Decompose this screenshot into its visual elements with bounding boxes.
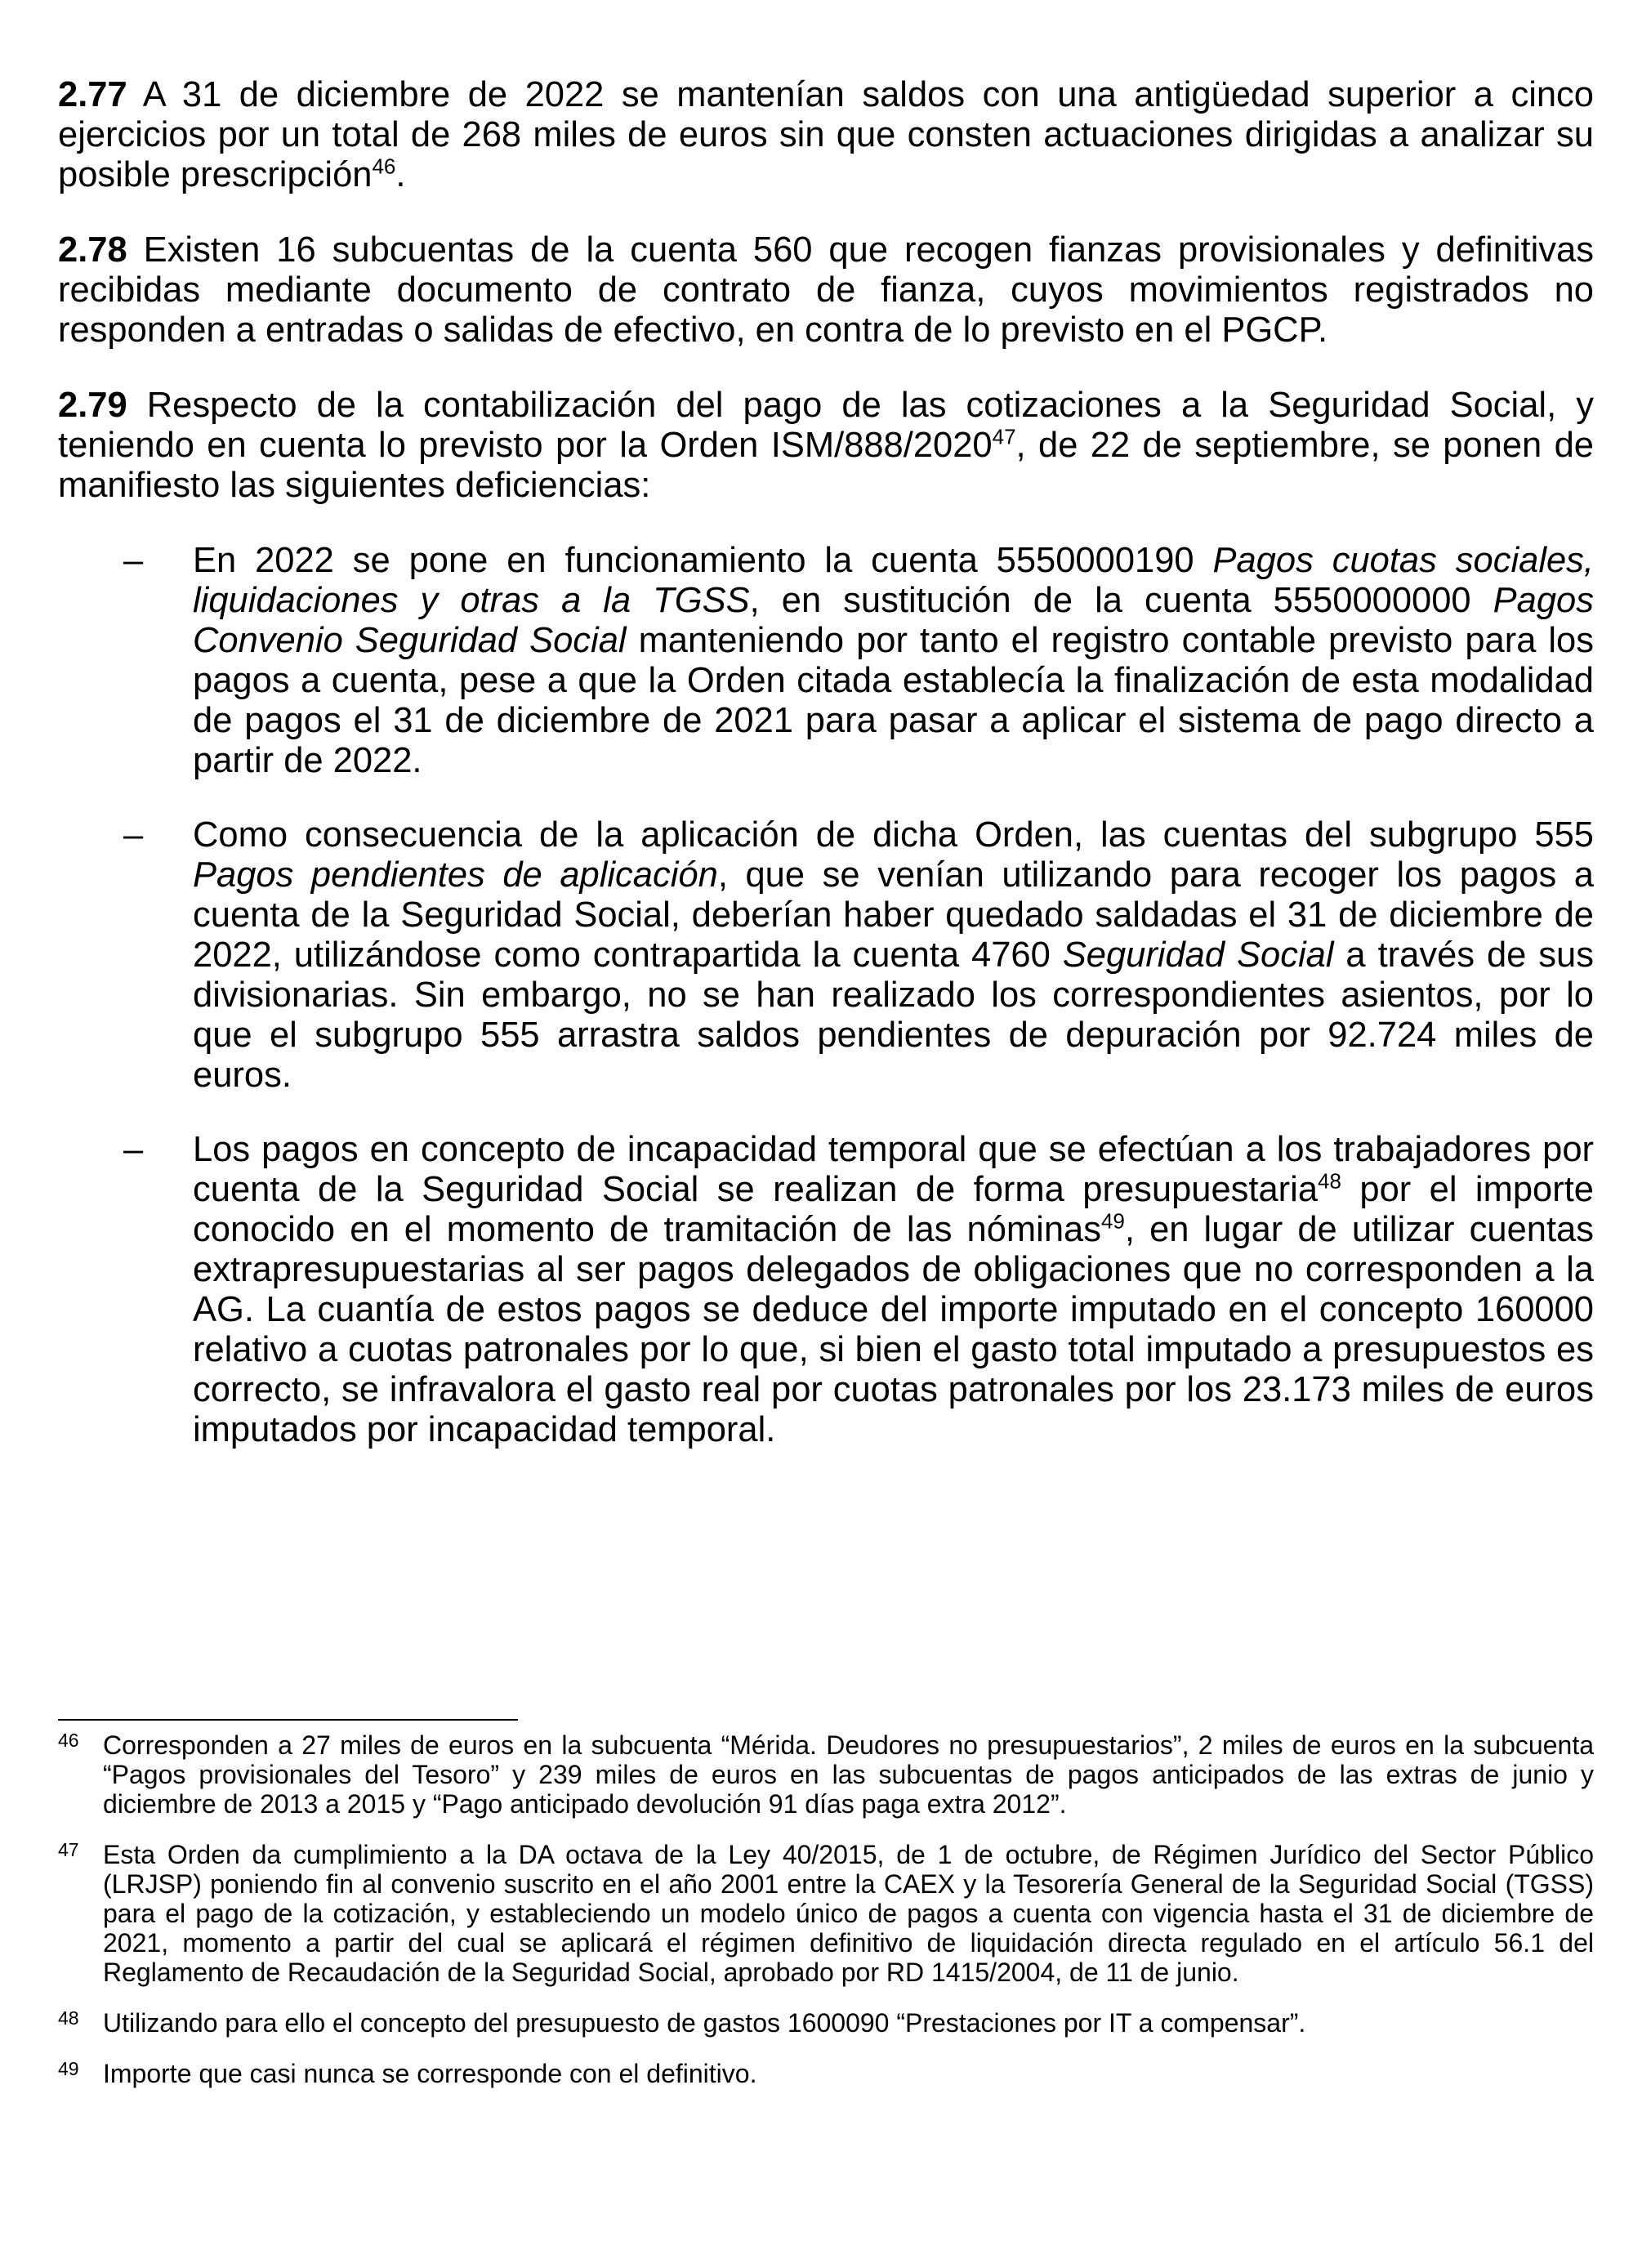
list-item xyxy=(58,541,1594,781)
footnote-ref-48[interactable]: 48 xyxy=(1318,1168,1341,1194)
footnote-number: 46 xyxy=(58,1730,79,1751)
deficiency-list xyxy=(58,541,1594,1450)
bullet-text: Los pagos en concepto de incapacidad temporal que se efectúan a los trabajadores por cuenta de la Seguridad Social se realizan de forma presupuestaria xyxy=(193,1130,1594,1209)
footnote-49 xyxy=(58,2059,1594,2088)
account-name: Pagos cuotas sociales, liquidaciones y otras a la TGSS xyxy=(193,541,1595,620)
footnote-number: 49 xyxy=(58,2058,79,2079)
footnote-ref-49[interactable]: 49 xyxy=(1100,1208,1125,1234)
dash-bullet-icon: – xyxy=(123,815,144,855)
paragraph-text: Existen 16 subcuentas de la cuenta 560 que recogen fianzas provisionales y definitivas recibidas mediante documento de contrato de fianza, cuyos movimientos registrados no responden a entradas o salidas de efectivo, en contra de lo previsto en el PGCP. xyxy=(58,230,1594,350)
paragraph-text-end: . xyxy=(395,155,406,194)
bullet-text: , en sustitución de la cuenta 5550000000 xyxy=(749,581,1493,620)
footnote-text: Utilizando para ello el concepto del presupuesto de gastos 1600090 “Prestaciones por IT a compensar”. xyxy=(103,2008,1306,2038)
paragraph-2-77 xyxy=(58,75,1594,195)
paragraph-2-79 xyxy=(58,386,1594,506)
footnote-text: Importe que casi nunca se corresponde con el definitivo. xyxy=(103,2059,757,2088)
paragraph-number: 2.77 xyxy=(58,75,127,114)
paragraph-number: 2.79 xyxy=(58,386,127,425)
dash-bullet-icon: – xyxy=(123,541,144,580)
footnote-ref-47[interactable]: 47 xyxy=(992,424,1016,449)
list-item xyxy=(58,815,1594,1096)
footnotes-section xyxy=(58,1719,1594,2110)
document-body xyxy=(58,75,1594,1484)
footnote-number: 47 xyxy=(58,1839,79,1860)
bullet-text: En 2022 se pone en funcionamiento la cuenta 5550000190 xyxy=(193,541,1213,580)
bullet-text: , que se venían utilizando para recoger los pagos a cuenta de la Seguridad Social, deberían haber quedado saldadas el 31 de diciembre de 2022, utilizándose como contrapartida la cuenta 4760 xyxy=(193,855,1594,975)
account-name: Pagos Convenio Seguridad Social xyxy=(193,581,1594,660)
bullet-text: por el importe conocido en el momento de tramitación de las nóminas xyxy=(193,1170,1594,1249)
bullet-text: manteniendo por tanto el registro contable previsto para los pagos a cuenta, pese a que la Orden citada establecía la finalización de esta modalidad de pagos el 31 de diciembre de 2021 para pasar a aplicar el sistema de pago directo a partir de 2022. xyxy=(193,621,1594,780)
account-name: Seguridad Social xyxy=(1062,935,1334,975)
paragraph-text: Respecto de la contabilización del pago de las cotizaciones a la Seguridad Social, y teniendo en cuenta lo previsto por la Orden ISM/888/2020 xyxy=(58,386,1594,465)
paragraph-text: A 31 de diciembre de 2022 se mantenían saldos con una antigüedad superior a cinco ejercicios por un total de 268 miles de euros sin que consten actuaciones dirigidas a analizar su posible prescripción xyxy=(58,75,1594,194)
dash-bullet-icon: – xyxy=(123,1130,144,1169)
footnote-ref-46[interactable]: 46 xyxy=(372,154,396,179)
account-name: Pagos pendientes de aplicación xyxy=(193,855,718,895)
bullet-text: a través de sus divisionarias. Sin embargo, no se han realizado los correspondientes asientos, por lo que el subgrupo 555 arrastra saldos pendientes de depuración por 92.724 miles de euros. xyxy=(193,935,1594,1095)
paragraph-number: 2.78 xyxy=(58,230,127,270)
bullet-text: Como consecuencia de la aplicación de dicha Orden, las cuentas del subgrupo 555 xyxy=(193,815,1594,855)
footnote-48 xyxy=(58,2008,1594,2038)
bullet-text: , en lugar de utilizar cuentas extrapresupuestarias al ser pagos delegados de obligaciones que no corresponden a la AG. La cuantía de estos pagos se deduce del importe imputado en el concepto 160000 relativo a cuotas patronales por lo que, si bien el gasto total imputado a presupuestos es correcto, se infravalora el gasto real por cuotas patronales por los 23.173 miles de euros imputados por incapacidad temporal. xyxy=(193,1210,1594,1449)
footnote-number: 48 xyxy=(58,2007,79,2029)
footnote-text: Corresponden a 27 miles de euros en la subcuenta “Mérida. Deudores no presupuestarios”, 2 miles de euros en la subcuenta “Pagos provisionales del Tesoro” y 239 miles de euros en las subcuentas de pagos anticipados de las extras de junio y diciembre de 2013 a 2015 y “Pago anticipado devolución 91 días paga extra 2012”. xyxy=(103,1730,1594,1819)
paragraph-2-78 xyxy=(58,230,1594,350)
paragraph-text-end: , de 22 de septiembre, se ponen de manifiesto las siguientes deficiencias: xyxy=(58,426,1594,505)
footnote-46 xyxy=(58,1730,1594,1819)
footnote-text: Esta Orden da cumplimiento a la DA octava de la Ley 40/2015, de 1 de octubre, de Régimen Jurídico del Sector Público (LRJSP) poniendo fin al convenio suscrito en el año 2001 entre la CAEX y la Tesorería General de la Seguridad Social (TGSS) para el pago de la cotización, y estableciendo un modelo único de pagos a cuenta con vigencia hasta el 31 de diciembre de 2021, momento a partir del cual se aplicará el régimen definitivo de liquidación directa regulado en el artículo 56.1 del Reglamento de Recaudación de la Seguridad Social, aprobado por RD 1415/2004, de 11 de junio. xyxy=(103,1840,1594,1987)
footnote-47 xyxy=(58,1840,1594,1987)
list-item xyxy=(58,1130,1594,1450)
footnote-separator xyxy=(58,1719,518,1721)
